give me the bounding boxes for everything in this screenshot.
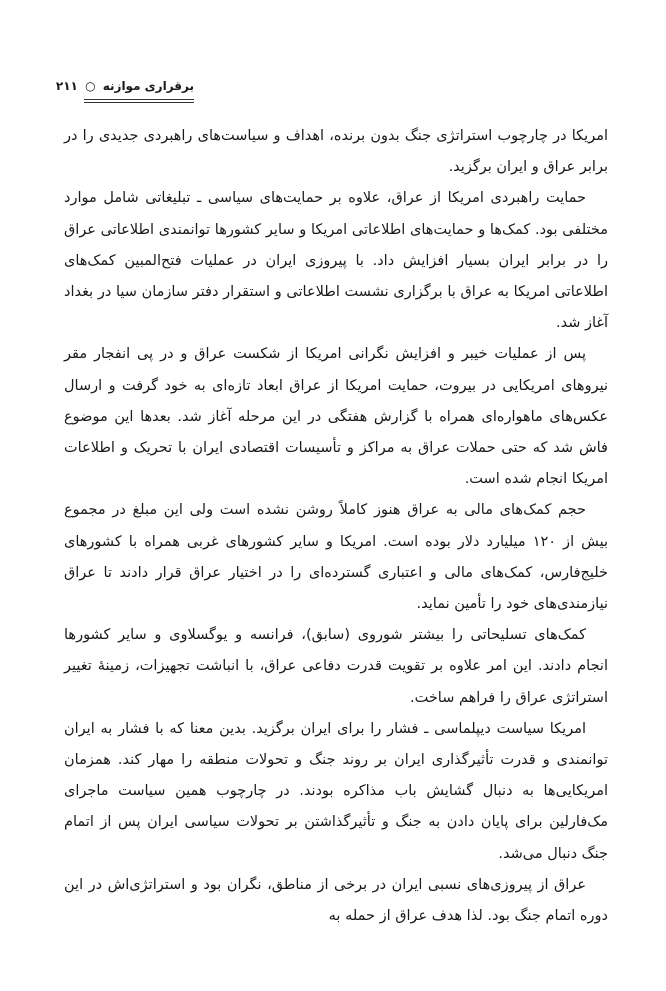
running-header-title: برقراری موازنه [102, 79, 194, 93]
body-text [64, 121, 608, 932]
paragraph: حمایت راهبردی امریکا از عراق، علاوه بر حمایت‌های سیاسی ـ تبلیغاتی شامل موارد مختلفی بود. کمک‌ها و حمایت‌های اطلاعاتی امریکا و سایر کشورها توانمندی اطلاعاتی عراق را در برابر ایران بسیار افزایش داد. با پیروزی ایران در عملیات فتح‌المبین کمک‌های اطلاعاتی امریکا به عراق با برگزاری نشست اطلاعاتی و استقرار دفتر سازمان سیا در بغداد آغاز شد. [64, 190, 608, 332]
paragraph: امریکا در چارچوب استراتژی جنگ بدون برنده، اهداف و سیاست‌های راهبردی جدیدی را در برابر عراق و ایران برگزید. [64, 128, 608, 176]
circle-marker-icon: ○ [85, 79, 96, 93]
paragraph: حجم کمک‌های مالی به عراق هنوز کاملاً روشن نشده است ولی این مبلغ در مجموع بیش از ۱۲۰ میلیارد دلار بوده است. امریکا و سایر کشورهای غربی همراه با کشورهای خلیج‌فارس، کمک‌های مالی و اعتباری گسترده‌ای را در اختیار عراق قرار دادند تا عراق نیازمندی‌های خود را تأمین نماید. [64, 502, 608, 613]
page-number: ۲۱۱ [55, 79, 78, 93]
header-rule-bottom [84, 102, 194, 103]
paragraph: عراق از پیروزی‌های نسبی ایران در برخی از مناطق، نگران بود و استراتژی‌اش در این دوره اتمام جنگ بود. لذا هدف عراق از حمله به [64, 876, 608, 925]
paragraph: کمک‌های تسلیحاتی را بیشتر شوروی (سابق)، فرانسه و یوگسلاوی و سایر کشورها انجام دادند. این امر علاوه بر تقویت قدرت دفاعی عراق، با انباشت تجهیزات، زمینهٔ تغییر استراتژی عراق را فراهم ساخت. [64, 627, 608, 706]
header-rule-top [84, 99, 194, 100]
running-header [55, 78, 194, 94]
paragraph: پس از عملیات خیبر و افزایش نگرانی امریکا از شکست عراق و در پی انفجار مقر نیروهای امریکایی در بیروت، حمایت امریکا از عراق ابعاد تازه‌ای به خود گرفت و ارسال عکس‌های ماهواره‌ای همراه با گزارش هفتگی در این مرحله آغاز شد. بعدها این موضوع فاش شد که حتی حملات عراق به مراکز و تأسیسات اقتصادی ایران با تحریک و اطلاعات امریکا انجام شده است. [64, 346, 608, 488]
paragraph: امریکا سیاست دیپلماسی ـ فشار را برای ایران برگزید. بدین معنا که با فشار به ایران توانمندی و قدرت تأثیرگذاری ایران بر روند جنگ و تحولات منطقه را مهار کند. همزمان امریکایی‌ها به دنبال گشایش باب مذاکره بودند. در چارچوب همین سیاست ماجرای مک‌فارلین برای پایان دادن به جنگ و تأثیرگذاشتن بر تحولات سیاسی ایران پس از اتمام جنگ دنبال می‌شد. [64, 720, 608, 862]
